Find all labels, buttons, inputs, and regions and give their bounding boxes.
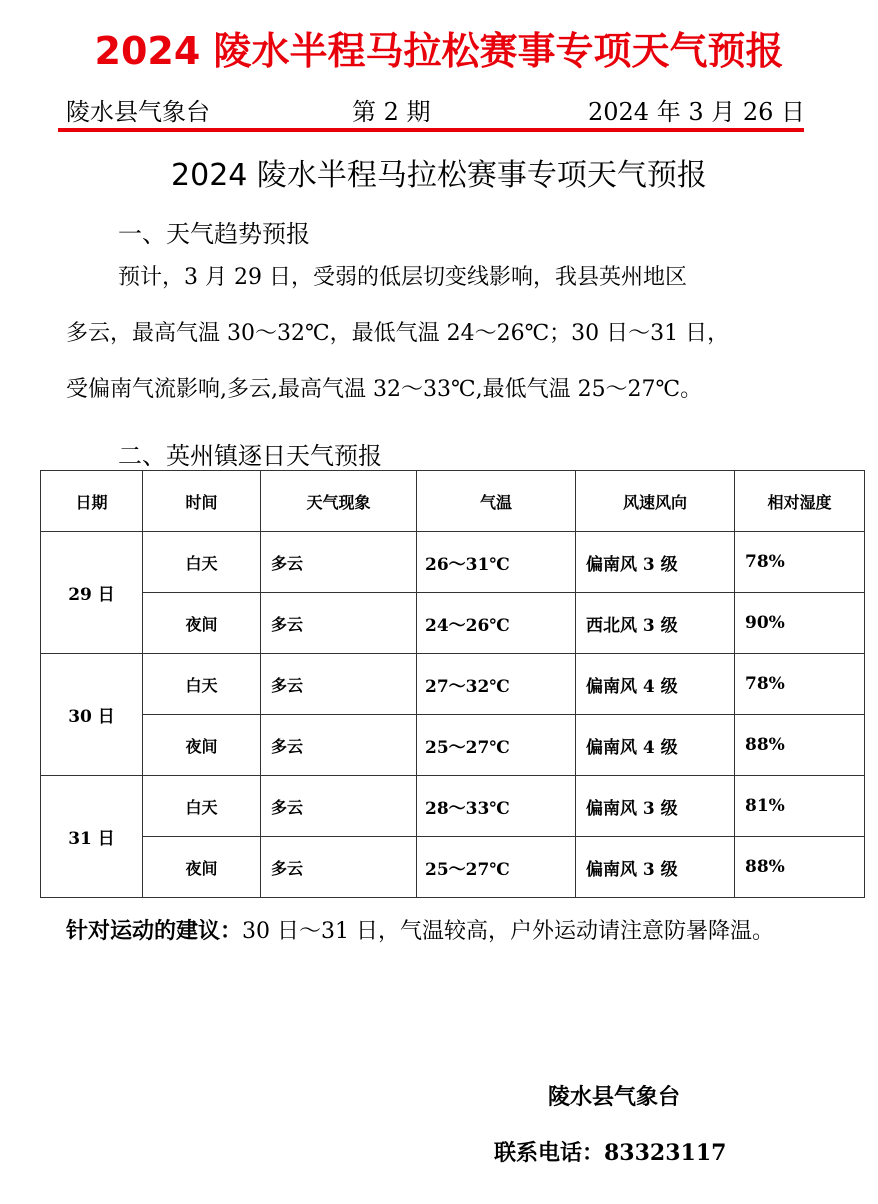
wind-cell: 偏南风 4 级 — [576, 654, 735, 715]
time-cell: 白天 — [143, 532, 261, 593]
header-humidity: 相对湿度 — [735, 471, 865, 532]
time-cell: 夜间 — [143, 715, 261, 776]
temp-cell: 27～32℃ — [417, 654, 576, 715]
issuer: 陵水县气象台 — [66, 98, 210, 126]
wind-cell: 偏南风 3 级 — [576, 532, 735, 593]
date-cell: 29 日 — [41, 532, 143, 654]
humidity-cell: 81% — [735, 776, 865, 837]
humidity-cell: 78% — [735, 532, 865, 593]
header-date: 日期 — [41, 471, 143, 532]
wind-cell: 偏南风 3 级 — [576, 837, 735, 898]
trend-line-3: 受偏南气流影响,多云,最高气温 32～33℃,最低气温 25～27℃。 — [66, 377, 703, 402]
advice-text: 30 日～31 日，气温较高，户外运动请注意防暑降温。 — [242, 919, 774, 944]
table-row — [41, 532, 865, 593]
red-divider — [58, 128, 804, 132]
temp-cell: 26～31℃ — [417, 532, 576, 593]
header-wind: 风速风向 — [576, 471, 735, 532]
table-row — [41, 654, 865, 715]
header-weather: 天气现象 — [261, 471, 417, 532]
time-cell: 夜间 — [143, 837, 261, 898]
table-row — [41, 715, 865, 776]
table-header-row — [41, 471, 865, 532]
advice-label: 针对运动的建议： — [66, 919, 243, 944]
masthead-title: 2024 陵水半程马拉松赛事专项天气预报 — [94, 29, 784, 73]
temp-cell: 25～27℃ — [417, 837, 576, 898]
trend-line-2: 多云，最高气温 30～32℃，最低气温 24～26℃；30 日～31 日， — [66, 321, 730, 346]
weather-cell: 多云 — [261, 837, 417, 898]
issue-date: 2024 年 3 月 26 日 — [588, 98, 806, 126]
wind-cell: 偏南风 3 级 — [576, 776, 735, 837]
weather-cell: 多云 — [261, 532, 417, 593]
section-heading-daily: 二、英州镇逐日天气预报 — [118, 442, 382, 470]
date-cell: 30 日 — [41, 654, 143, 776]
weather-cell: 多云 — [261, 776, 417, 837]
humidity-cell: 90% — [735, 593, 865, 654]
signature-phone: 联系电话：83323117 — [494, 1140, 727, 1166]
issue-number: 第 2 期 — [352, 98, 431, 126]
temp-cell: 24～26℃ — [417, 593, 576, 654]
header-temp: 气温 — [417, 471, 576, 532]
header-time: 时间 — [143, 471, 261, 532]
forecast-table — [40, 470, 865, 898]
time-cell: 白天 — [143, 776, 261, 837]
wind-cell: 西北风 3 级 — [576, 593, 735, 654]
document-title: 2024 陵水半程马拉松赛事专项天气预报 — [171, 158, 707, 193]
temp-cell: 28～33℃ — [417, 776, 576, 837]
table-row — [41, 593, 865, 654]
weather-cell: 多云 — [261, 593, 417, 654]
sports-advice — [66, 902, 806, 962]
weather-cell: 多云 — [261, 654, 417, 715]
trend-line-1: 预计，3 月 29 日，受弱的低层切变线影响，我县英州地区 — [118, 265, 687, 290]
humidity-cell: 88% — [735, 837, 865, 898]
trend-paragraph — [66, 250, 806, 418]
section-heading-trend: 一、天气趋势预报 — [118, 220, 310, 248]
table-row — [41, 837, 865, 898]
temp-cell: 25～27℃ — [417, 715, 576, 776]
time-cell: 白天 — [143, 654, 261, 715]
weather-cell: 多云 — [261, 715, 417, 776]
humidity-cell: 78% — [735, 654, 865, 715]
time-cell: 夜间 — [143, 593, 261, 654]
wind-cell: 偏南风 4 级 — [576, 715, 735, 776]
table-row — [41, 776, 865, 837]
humidity-cell: 88% — [735, 715, 865, 776]
signature-org: 陵水县气象台 — [548, 1084, 681, 1110]
date-cell: 31 日 — [41, 776, 143, 898]
